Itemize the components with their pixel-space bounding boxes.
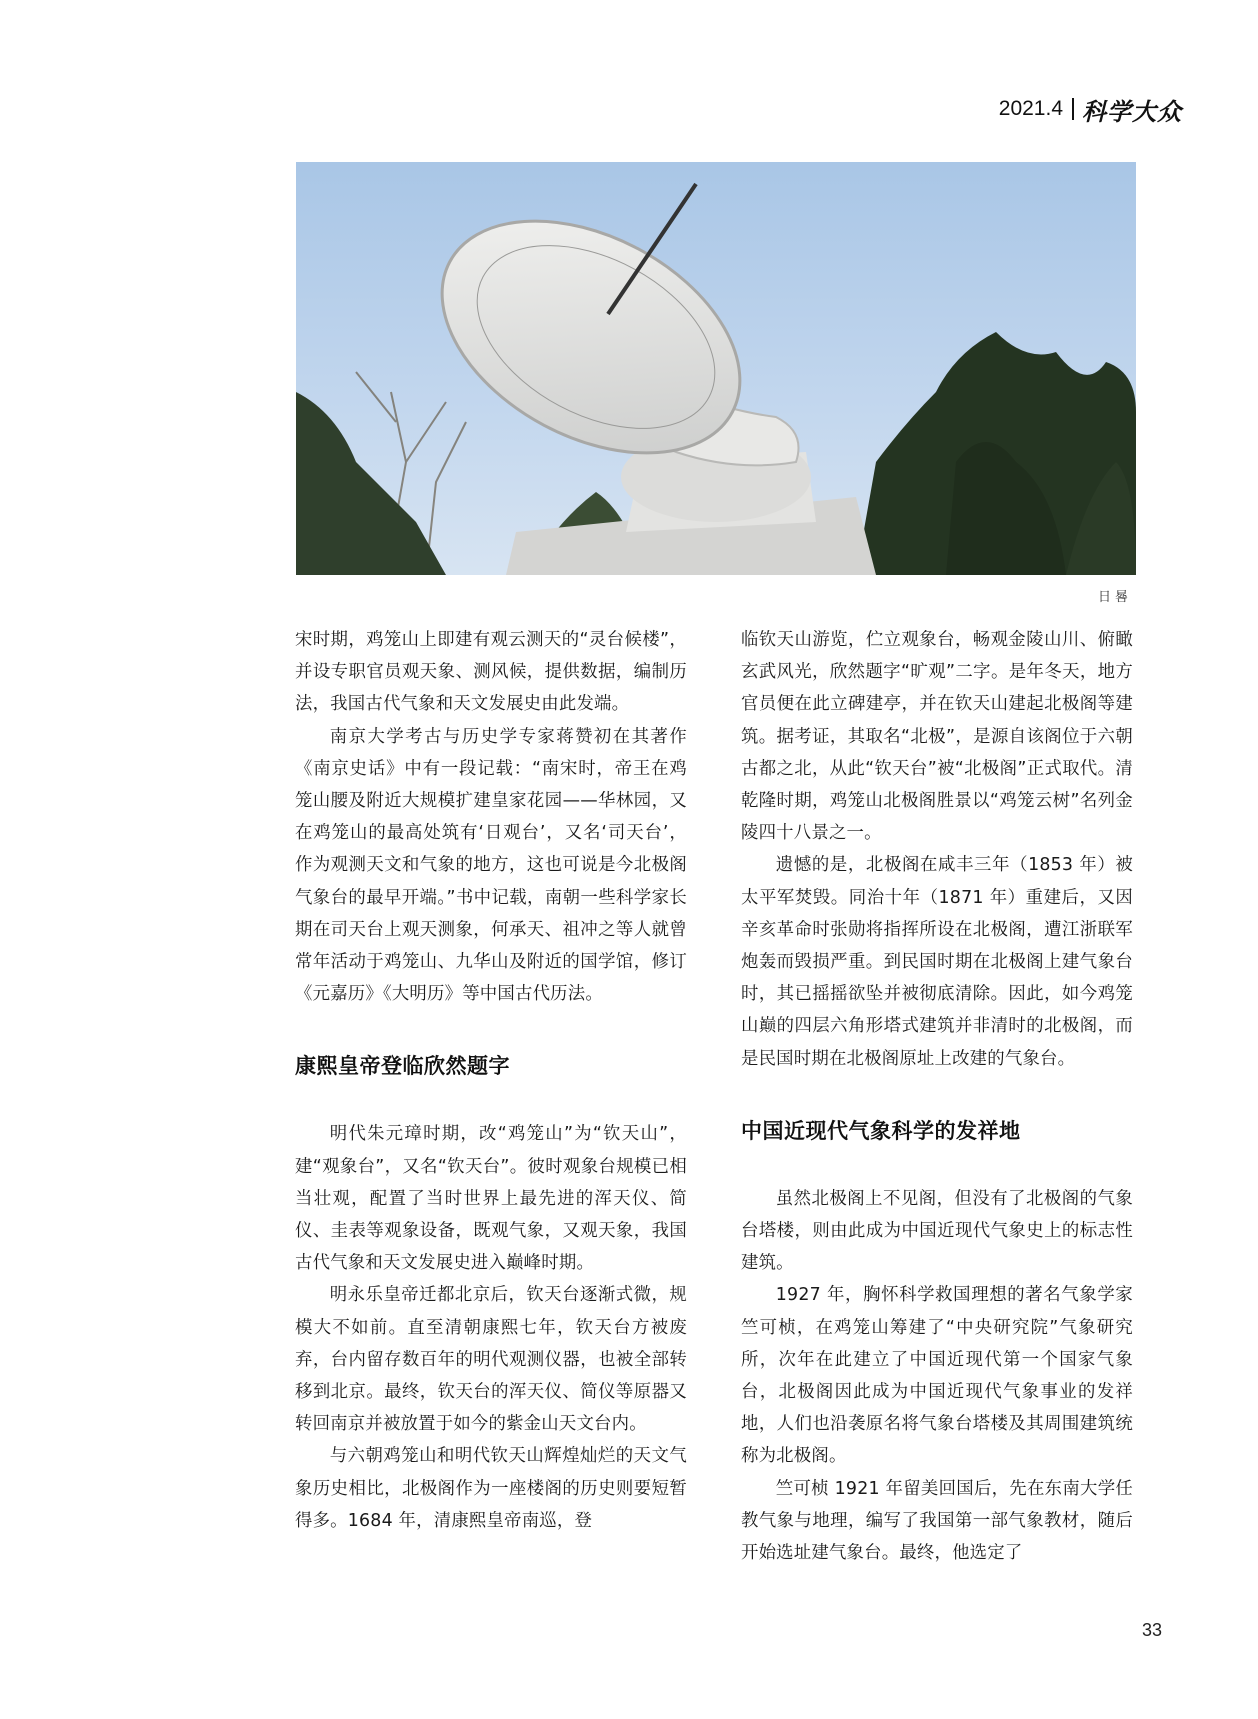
right-column [741, 624, 1133, 1569]
paragraph: 遗憾的是，北极阁在咸丰三年（1853 年）被太平军焚毁。同治十年（1871 年）重建后，又因辛亥革命时张勋将指挥所设在北极阁，遭江浙联军炮轰而毁损严重。到民国时期在北极阁上建气象台时，其已摇摇欲坠并被彻底清除。因此，如今鸡笼山巅的四层六角形塔式建筑并非清时的北极阁，而是民国时期在北极阁原址上改建的气象台。 [741, 855, 1133, 1069]
page-number: 33 [1141, 1620, 1162, 1640]
magazine-title: 科学大众 [1082, 96, 1182, 126]
paragraph: 临钦天山游览，伫立观象台，畅观金陵山川、俯瞰玄武风光，欣然题字“旷观”二字。是年冬天，地方官员便在此立碑建亭，并在钦天山建起北极阁等建筑。据考证，其取名“北极”，是源自该阁位于六朝古都之北，从此“钦天台”被“北极阁”正式取代。清乾隆时期，鸡笼山北极阁胜景以“鸡笼云树”名列金陵四十八景之一。 [741, 630, 1133, 844]
paragraph: 明代朱元璋时期，改“鸡笼山”为“钦天山”，建“观象台”，又名“钦天台”。彼时观象台规模已相当壮观，配置了当时世界上最先进的浑天仪、简仪、圭表等观象设备，既观气象，又观天象，我国古代气象和天文发展史进入巅峰时期。 [295, 1124, 687, 1274]
issue-number: 2021.4 [998, 97, 1063, 120]
paragraph: 宋时期，鸡笼山上即建有观云测天的“灵台候楼”，并设专职官员观天象、测风候，提供数据，编制历法，我国古代气象和天文发展史由此发端。 [295, 630, 687, 715]
left-column [295, 624, 687, 1537]
paragraph: 明永乐皇帝迁都北京后，钦天台逐渐式微，规模大不如前。直至清朝康熙七年，钦天台方被废弃，台内留存数百年的明代观测仪器，也被全部转移到北京。最终，钦天台的浑天仪、简仪等原器又转回南京并被放置于如今的紫金山天文台内。 [295, 1285, 687, 1435]
page-header [999, 92, 1182, 126]
section-heading: 中国近现代气象科学的发祥地 [741, 1118, 1021, 1143]
header-divider [1072, 98, 1074, 120]
section-heading: 康熙皇帝登临欣然题字 [295, 1054, 510, 1079]
paragraph: 与六朝鸡笼山和明代钦天山辉煌灿烂的天文气象历史相比，北极阁作为一座楼阁的历史则要短暂得多。1684 年，清康熙皇帝南巡，登 [295, 1446, 687, 1531]
paragraph: 南京大学考古与历史学专家蒋赞初在其著作《南京史话》中有一段记载：“南宋时，帝王在鸡笼山腰及附近大规模扩建皇家花园——华林园，又在鸡笼山的最高处筑有‘日观台’，又名‘司天台’，作为观测天文和气象的地方，这也可说是今北极阁气象台的最早开端。”书中记载，南朝一些科学家长期在司天台上观天测象，何承天、祖冲之等人就曾常年活动于鸡笼山、九华山及附近的国学馆，修订《元嘉历》《大明历》等中国古代历法。 [295, 726, 687, 1005]
paragraph: 1927 年，胸怀科学救国理想的著名气象学家竺可桢，在鸡笼山筹建了“中央研究院”气象研究所，次年在此建立了中国近现代第一个国家气象台，北极阁因此成为中国近现代气象事业的发祥地，人们也沿袭原名将气象台塔楼及其周围建筑统称为北极阁。 [741, 1285, 1133, 1467]
sundial-photo [296, 162, 1136, 575]
photo-caption: 日晷 [1097, 590, 1132, 605]
paragraph: 虽然北极阁上不见阁，但没有了北极阁的气象台塔楼，则由此成为中国近现代气象史上的标志性建筑。 [741, 1188, 1133, 1274]
paragraph: 竺可桢 1921 年留美回国后，先在东南大学任教气象与地理，编写了我国第一部气象教材，随后开始选址建气象台。最终，他选定了 [741, 1478, 1133, 1564]
